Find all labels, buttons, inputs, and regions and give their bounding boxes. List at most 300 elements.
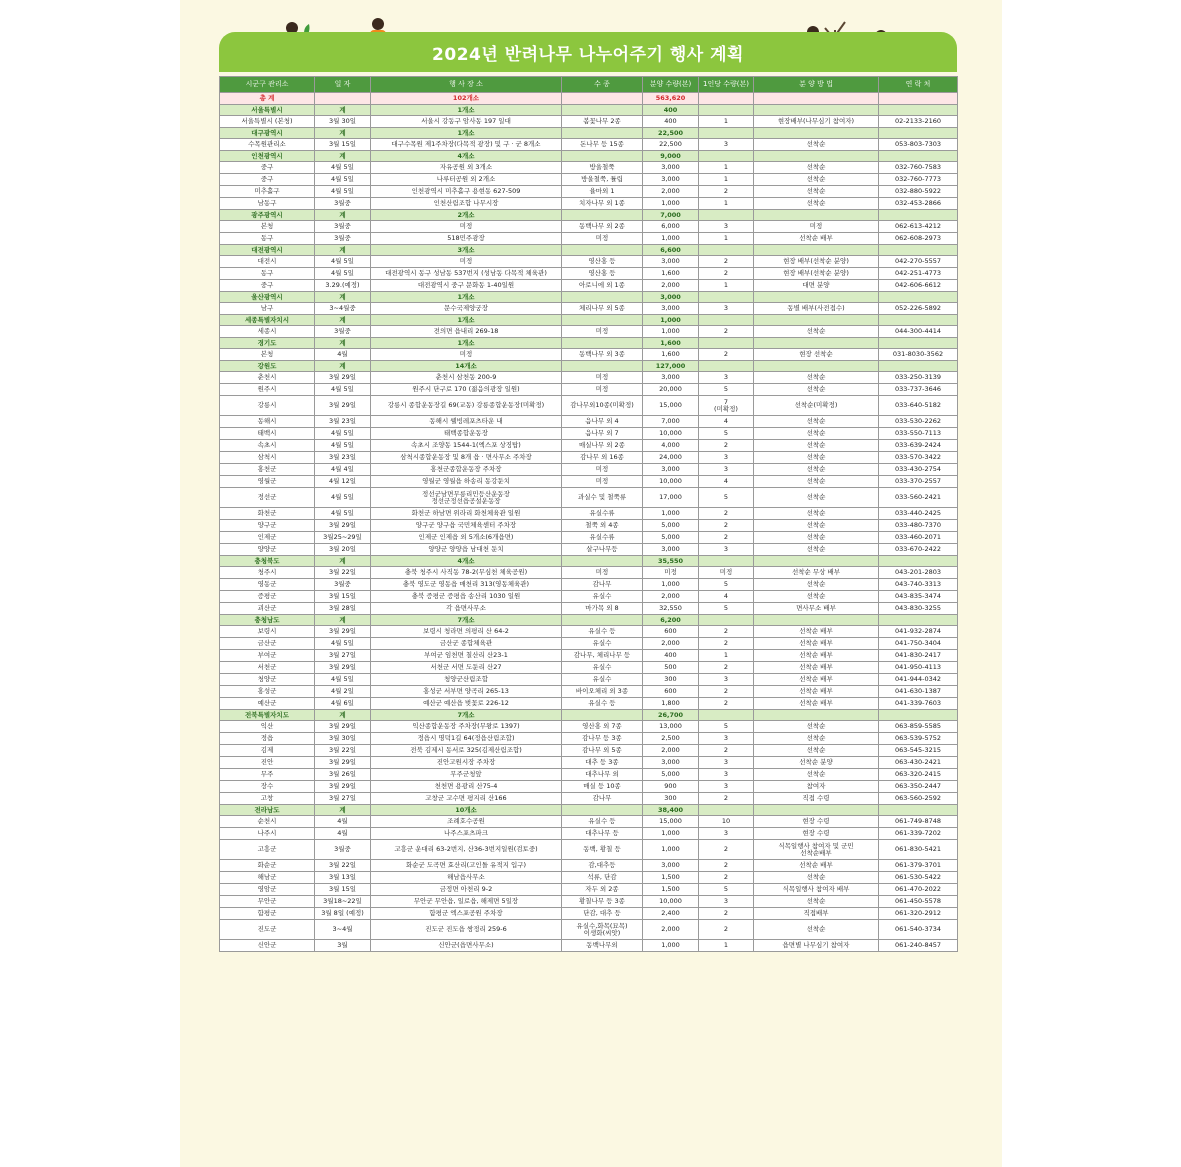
cell-quantity: 1,600: [643, 268, 699, 280]
cell-quantity: 1,800: [643, 698, 699, 710]
cell-contact: 033-570-3422: [879, 452, 958, 464]
cell-contact: 02-2133-2160: [879, 116, 958, 128]
cell-place: 청양군산림조합: [371, 674, 562, 686]
cell-place: 인천광역시 미추홀구 용현동 627-509: [371, 186, 562, 198]
cell-method: 대면 분양: [754, 280, 879, 292]
cell-quantity: 300: [643, 674, 699, 686]
table-row: [220, 745, 958, 757]
cell-method: [754, 245, 879, 256]
cell-per-person: 7 (미확정): [699, 396, 754, 416]
cell-per-person: 2: [699, 638, 754, 650]
cell-per-person: 1: [699, 162, 754, 174]
cell-office: 나주시: [220, 828, 315, 840]
cell-per-person: 2: [699, 256, 754, 268]
cell-place: 미정: [371, 349, 562, 361]
cell-quantity: 5,000: [643, 769, 699, 781]
cell-method: 선착순: [754, 186, 879, 198]
header-quantity: 분양 수량(본): [643, 77, 699, 93]
cell-species: 감나무 외 16종: [562, 452, 643, 464]
cell-contact: 063-430-2421: [879, 757, 958, 769]
cell-date: 계: [315, 210, 371, 221]
cell-species: 미정: [562, 567, 643, 579]
cell-office: 영동군: [220, 579, 315, 591]
region-subtotal-row: [220, 128, 958, 139]
cell-place: 대구수목원 제1주차장(다목적 광장) 및 구 · 군 8개소: [371, 139, 562, 151]
table-row: [220, 303, 958, 315]
cell-contact: [879, 361, 958, 372]
table-row: [220, 416, 958, 428]
cell-species: 마가목 외 8: [562, 603, 643, 615]
cell-method: 식목일행사 참여자 배부: [754, 884, 879, 896]
cell-office: 화순군: [220, 860, 315, 872]
cell-species: 석류, 단감: [562, 872, 643, 884]
cell-method: [754, 315, 879, 326]
cell-method: 선착순 배부: [754, 638, 879, 650]
cell-per-person: 2: [699, 186, 754, 198]
cell-date: 4월 5일: [315, 186, 371, 198]
cell-method: 선착순 배부: [754, 233, 879, 245]
table-row: [220, 638, 958, 650]
cell-date: 4월 12일: [315, 476, 371, 488]
cell-method: 현장 배부(선착순 분양): [754, 256, 879, 268]
cell-quantity: 3,000: [643, 292, 699, 303]
cell-date: 4월 5일: [315, 162, 371, 174]
cell-method: 현장 선착순: [754, 349, 879, 361]
cell-office: 양구군: [220, 520, 315, 532]
cell-date: 3월 27일: [315, 793, 371, 805]
cell-contact: 041-944-0342: [879, 674, 958, 686]
cell-date: 4월 5일: [315, 268, 371, 280]
table-row: [220, 674, 958, 686]
cell-species: 유실수,화목(묘목) 이생화(씨앗): [562, 920, 643, 940]
cell-per-person: 2: [699, 793, 754, 805]
cell-method: [754, 292, 879, 303]
cell-per-person: [699, 710, 754, 721]
cell-office: 광주광역시: [220, 210, 315, 221]
cell-species: [562, 615, 643, 626]
cell-place: 인천산림조합 나무시장: [371, 198, 562, 210]
cell-place: 문수국제양궁장: [371, 303, 562, 315]
cell-method: 현장 배부(선착순 분양): [754, 268, 879, 280]
cell-date: 3월 29일: [315, 757, 371, 769]
cell-place: 보령시 청라면 의평리 산 64-2: [371, 626, 562, 638]
table-row: [220, 793, 958, 805]
cell-species: 감,대추등: [562, 860, 643, 872]
cell-quantity: 3,000: [643, 162, 699, 174]
cell-species: 봄꽃나무 2종: [562, 116, 643, 128]
cell-per-person: 2: [699, 698, 754, 710]
cell-per-person: 3: [699, 781, 754, 793]
total-method: [754, 93, 879, 105]
cell-per-person: 10: [699, 816, 754, 828]
cell-method: 선착순: [754, 326, 879, 338]
cell-place: 부여군 임천면 칠산리 산23-1: [371, 650, 562, 662]
cell-method: 선착순: [754, 532, 879, 544]
cell-per-person: 1: [699, 280, 754, 292]
cell-contact: [879, 556, 958, 567]
cell-date: 계: [315, 710, 371, 721]
cell-quantity: 7,000: [643, 416, 699, 428]
region-subtotal-row: [220, 805, 958, 816]
cell-method: [754, 128, 879, 139]
total-quantity: 563,620: [643, 93, 699, 105]
cell-quantity: 2,500: [643, 733, 699, 745]
cell-per-person: [699, 615, 754, 626]
table-row: [220, 384, 958, 396]
cell-per-person: [699, 245, 754, 256]
cell-place: 인제군 인제읍 외 5개소(6개읍면): [371, 532, 562, 544]
cell-per-person: 2: [699, 440, 754, 452]
title-banner: [219, 32, 957, 72]
cell-date: 3월 26일: [315, 769, 371, 781]
cell-method: 선착순: [754, 591, 879, 603]
cell-method: [754, 210, 879, 221]
cell-species: 매실 등 10종: [562, 781, 643, 793]
cell-place: 충북 증평군 증평읍 송산리 1030 일원: [371, 591, 562, 603]
cell-method: 선착순: [754, 452, 879, 464]
cell-date: 3월중: [315, 326, 371, 338]
cell-date: 3월 20일: [315, 544, 371, 556]
cell-per-person: [699, 151, 754, 162]
cell-office: 고흥군: [220, 840, 315, 860]
cell-place: 신안군(읍면사무소): [371, 940, 562, 952]
cell-office: 양양군: [220, 544, 315, 556]
cell-per-person: 2: [699, 920, 754, 940]
cell-quantity: 2,000: [643, 745, 699, 757]
cell-office: 울산광역시: [220, 292, 315, 303]
cell-contact: 041-950-4113: [879, 662, 958, 674]
cell-office: 청주시: [220, 567, 315, 579]
cell-species: 동백나무 외 3종: [562, 349, 643, 361]
cell-species: [562, 710, 643, 721]
cell-per-person: 2: [699, 626, 754, 638]
cell-place: 7개소: [371, 615, 562, 626]
cell-quantity: 3,000: [643, 372, 699, 384]
cell-date: 3월 22일: [315, 567, 371, 579]
cell-contact: [879, 710, 958, 721]
cell-quantity: 26,700: [643, 710, 699, 721]
cell-date: 3월: [315, 940, 371, 952]
cell-method: [754, 151, 879, 162]
cell-species: [562, 805, 643, 816]
header-contact: 연 락 처: [879, 77, 958, 93]
cell-date: 3월 15일: [315, 884, 371, 896]
cell-office: 세종시: [220, 326, 315, 338]
table-row: [220, 840, 958, 860]
cell-office: 진안: [220, 757, 315, 769]
cell-method: 선착순: [754, 198, 879, 210]
cell-per-person: 2: [699, 326, 754, 338]
cell-office: 청양군: [220, 674, 315, 686]
region-subtotal-row: [220, 210, 958, 221]
cell-place: 함평군 엑스포공원 주차장: [371, 908, 562, 920]
cell-date: 3.29.(예정): [315, 280, 371, 292]
cell-species: 영산홍 외 7종: [562, 721, 643, 733]
page-title: 2024년 반려나무 나누어주기 행사 계획: [432, 45, 744, 65]
cell-contact: 063-539-5752: [879, 733, 958, 745]
cell-place: 진도군 진도읍 쌍정리 259-6: [371, 920, 562, 940]
cell-date: 3월 22일: [315, 745, 371, 757]
cell-contact: 032-880-5922: [879, 186, 958, 198]
cell-office: 순천시: [220, 816, 315, 828]
cell-date: 계: [315, 556, 371, 567]
cell-quantity: 3,000: [643, 544, 699, 556]
cell-contact: 053-803-7303: [879, 139, 958, 151]
cell-quantity: 600: [643, 626, 699, 638]
cell-office: 정읍: [220, 733, 315, 745]
cell-method: [754, 615, 879, 626]
cell-method: 현장배부(나무심기 참여자): [754, 116, 879, 128]
cell-species: 감나무외10종(미확정): [562, 396, 643, 416]
cell-species: [562, 556, 643, 567]
cell-per-person: 1: [699, 650, 754, 662]
cell-method: 선착순: [754, 508, 879, 520]
cell-quantity: 2,400: [643, 908, 699, 920]
cell-date: 계: [315, 292, 371, 303]
cell-contact: 061-749-8748: [879, 816, 958, 828]
cell-species: 미정: [562, 372, 643, 384]
table-row: [220, 349, 958, 361]
cell-species: 자두 외 2종: [562, 884, 643, 896]
cell-per-person: 5: [699, 603, 754, 615]
cell-date: 3월 15일: [315, 591, 371, 603]
cell-quantity: 900: [643, 781, 699, 793]
region-subtotal-row: [220, 361, 958, 372]
table-row: [220, 452, 958, 464]
cell-office: 홍천군: [220, 464, 315, 476]
cell-place: 양구군 양구읍 국민체육센터 주차장: [371, 520, 562, 532]
cell-office: 전북특별자치도: [220, 710, 315, 721]
table-row: [220, 816, 958, 828]
cell-place: 518민주광장: [371, 233, 562, 245]
cell-place: 홍천군종합운동장 주차장: [371, 464, 562, 476]
total-date: [315, 93, 371, 105]
table-row: [220, 872, 958, 884]
cell-date: 3월 29일: [315, 662, 371, 674]
cell-species: 단감, 대추 등: [562, 908, 643, 920]
cell-office: 예산군: [220, 698, 315, 710]
cell-species: 과실수 및 철쭉류: [562, 488, 643, 508]
cell-contact: 061-320-2912: [879, 908, 958, 920]
cell-contact: 061-540-3734: [879, 920, 958, 940]
cell-place: 1개소: [371, 105, 562, 116]
cell-species: 영산홍 등: [562, 256, 643, 268]
cell-per-person: 5: [699, 384, 754, 396]
cell-method: 선착순: [754, 579, 879, 591]
cell-per-person: 5: [699, 428, 754, 440]
cell-contact: 042-251-4773: [879, 268, 958, 280]
cell-species: 유실수: [562, 591, 643, 603]
cell-method: [754, 710, 879, 721]
cell-species: 대추나무 외: [562, 769, 643, 781]
cell-office: 서천군: [220, 662, 315, 674]
cell-method: 선착순: [754, 139, 879, 151]
cell-method: 참여자: [754, 781, 879, 793]
cell-per-person: 3: [699, 828, 754, 840]
cell-date: 4월: [315, 349, 371, 361]
cell-office: 서울특별시 (본청): [220, 116, 315, 128]
cell-contact: [879, 151, 958, 162]
cell-office: 태백시: [220, 428, 315, 440]
cell-quantity: 500: [643, 662, 699, 674]
cell-place: 전북 김제시 동서로 325(김제산림조합): [371, 745, 562, 757]
cell-per-person: 1: [699, 233, 754, 245]
cell-contact: 033-560-2421: [879, 488, 958, 508]
cell-date: 4월: [315, 828, 371, 840]
cell-contact: 062-613-4212: [879, 221, 958, 233]
cell-method: 선착순: [754, 733, 879, 745]
cell-per-person: 1: [699, 198, 754, 210]
cell-per-person: [699, 210, 754, 221]
cell-date: 3~4월: [315, 920, 371, 940]
cell-place: 홍성군 서부면 양곡리 265-13: [371, 686, 562, 698]
cell-species: [562, 210, 643, 221]
cell-species: 살구나무등: [562, 544, 643, 556]
cell-method: 선착순: [754, 416, 879, 428]
table-row: [220, 544, 958, 556]
table-row: [220, 650, 958, 662]
cell-method: [754, 361, 879, 372]
cell-species: 방울철쭉, 튤립: [562, 174, 643, 186]
cell-place: 대전광역시 동구 성남동 537번지 (성남동 다목적 체육관): [371, 268, 562, 280]
cell-place: 해남읍사무소: [371, 872, 562, 884]
cell-office: 홍성군: [220, 686, 315, 698]
cell-office: 동구: [220, 268, 315, 280]
table-row: [220, 464, 958, 476]
table-row: [220, 757, 958, 769]
cell-quantity: 3,000: [643, 464, 699, 476]
cell-place: 2개소: [371, 210, 562, 221]
cell-species: [562, 315, 643, 326]
cell-office: 신안군: [220, 940, 315, 952]
cell-per-person: 3: [699, 757, 754, 769]
cell-quantity: 2,000: [643, 280, 699, 292]
cell-per-person: 2: [699, 860, 754, 872]
cell-method: 선착순 배부: [754, 662, 879, 674]
cell-quantity: 15,000: [643, 396, 699, 416]
cell-quantity: 400: [643, 105, 699, 116]
cell-office: 본청: [220, 221, 315, 233]
cell-contact: [879, 805, 958, 816]
cell-species: [562, 338, 643, 349]
cell-method: [754, 556, 879, 567]
cell-contact: [879, 210, 958, 221]
cell-place: 익산종합운동장 주차장(무왕로 1397): [371, 721, 562, 733]
header-date: 일 자: [315, 77, 371, 93]
cell-place: 조례호수공원: [371, 816, 562, 828]
cell-quantity: 1,600: [643, 338, 699, 349]
cell-place: 1개소: [371, 338, 562, 349]
cell-office: 대구광역시: [220, 128, 315, 139]
cell-species: 치자나무 외 1종: [562, 198, 643, 210]
cell-method: 읍면별 나무심기 참여자: [754, 940, 879, 952]
cell-date: 4월 5일: [315, 384, 371, 396]
cell-quantity: 6,600: [643, 245, 699, 256]
cell-quantity: 4,000: [643, 440, 699, 452]
cell-office: 중구: [220, 174, 315, 186]
table-row: [220, 508, 958, 520]
cell-date: 3월 29일: [315, 396, 371, 416]
cell-quantity: 7,000: [643, 210, 699, 221]
cell-method: 동별 배부(사전접수): [754, 303, 879, 315]
header-place: 행 사 장 소: [371, 77, 562, 93]
cell-per-person: 4: [699, 591, 754, 603]
cell-date: 3월 28일: [315, 603, 371, 615]
cell-office: 해남군: [220, 872, 315, 884]
cell-office: 미추홀구: [220, 186, 315, 198]
table-row: [220, 603, 958, 615]
table-row: [220, 162, 958, 174]
cell-species: [562, 361, 643, 372]
cell-contact: 041-339-7603: [879, 698, 958, 710]
cell-species: 유실수류: [562, 508, 643, 520]
cell-office: 중구: [220, 162, 315, 174]
cell-quantity: 400: [643, 650, 699, 662]
cell-date: 3월 8일 (예정): [315, 908, 371, 920]
table-row: [220, 520, 958, 532]
cell-species: 영산홍 등: [562, 268, 643, 280]
cell-place: 나루터공원 외 2개소: [371, 174, 562, 186]
total-label: 총 계: [220, 93, 315, 105]
cell-place: 서울시 강동구 암사동 197 일대: [371, 116, 562, 128]
table-row: [220, 662, 958, 674]
cell-office: 세종특별자치시: [220, 315, 315, 326]
table-row: [220, 896, 958, 908]
cell-quantity: 2,000: [643, 638, 699, 650]
cell-quantity: 1,000: [643, 940, 699, 952]
cell-quantity: 9,000: [643, 151, 699, 162]
cell-contact: 033-440-2425: [879, 508, 958, 520]
cell-per-person: 2: [699, 532, 754, 544]
cell-date: 3월중: [315, 198, 371, 210]
cell-place: 속초시 조양동 1544-1(엑스포 상징탑): [371, 440, 562, 452]
cell-per-person: [699, 361, 754, 372]
cell-contact: 061-450-5578: [879, 896, 958, 908]
cell-date: 3월18~22일: [315, 896, 371, 908]
table-row: [220, 733, 958, 745]
cell-species: 유실수: [562, 638, 643, 650]
cell-date: 계: [315, 128, 371, 139]
cell-place: 충북 청주시 사직동 78-2(무심천 체육공원): [371, 567, 562, 579]
cell-species: [562, 292, 643, 303]
cell-contact: 061-530-5422: [879, 872, 958, 884]
cell-per-person: 2: [699, 508, 754, 520]
cell-quantity: 10,000: [643, 476, 699, 488]
cell-method: 미정: [754, 221, 879, 233]
cell-place: 각 읍면사무소: [371, 603, 562, 615]
cell-species: 체리나무 외 5종: [562, 303, 643, 315]
cell-method: 직접배부: [754, 908, 879, 920]
cell-method: 선착순: [754, 372, 879, 384]
cell-contact: 052-226-5892: [879, 303, 958, 315]
header-office: 시군구 관리소: [220, 77, 315, 93]
table-row: [220, 828, 958, 840]
cell-place: 7개소: [371, 710, 562, 721]
cell-place: 화순군 도곡면 효산리(고인돌 유적지 입구): [371, 860, 562, 872]
cell-date: 3월 13일: [315, 872, 371, 884]
cell-quantity: 5,000: [643, 520, 699, 532]
cell-place: 삼척시종합운동장 및 8개 읍 · 면사무소 주차장: [371, 452, 562, 464]
cell-method: [754, 338, 879, 349]
cell-contact: 033-550-7113: [879, 428, 958, 440]
cell-quantity: 22,500: [643, 128, 699, 139]
table-row: [220, 280, 958, 292]
table-row: [220, 686, 958, 698]
cell-quantity: 3,000: [643, 174, 699, 186]
cell-per-person: 2: [699, 872, 754, 884]
table-row: [220, 198, 958, 210]
cell-contact: 043-830-3255: [879, 603, 958, 615]
